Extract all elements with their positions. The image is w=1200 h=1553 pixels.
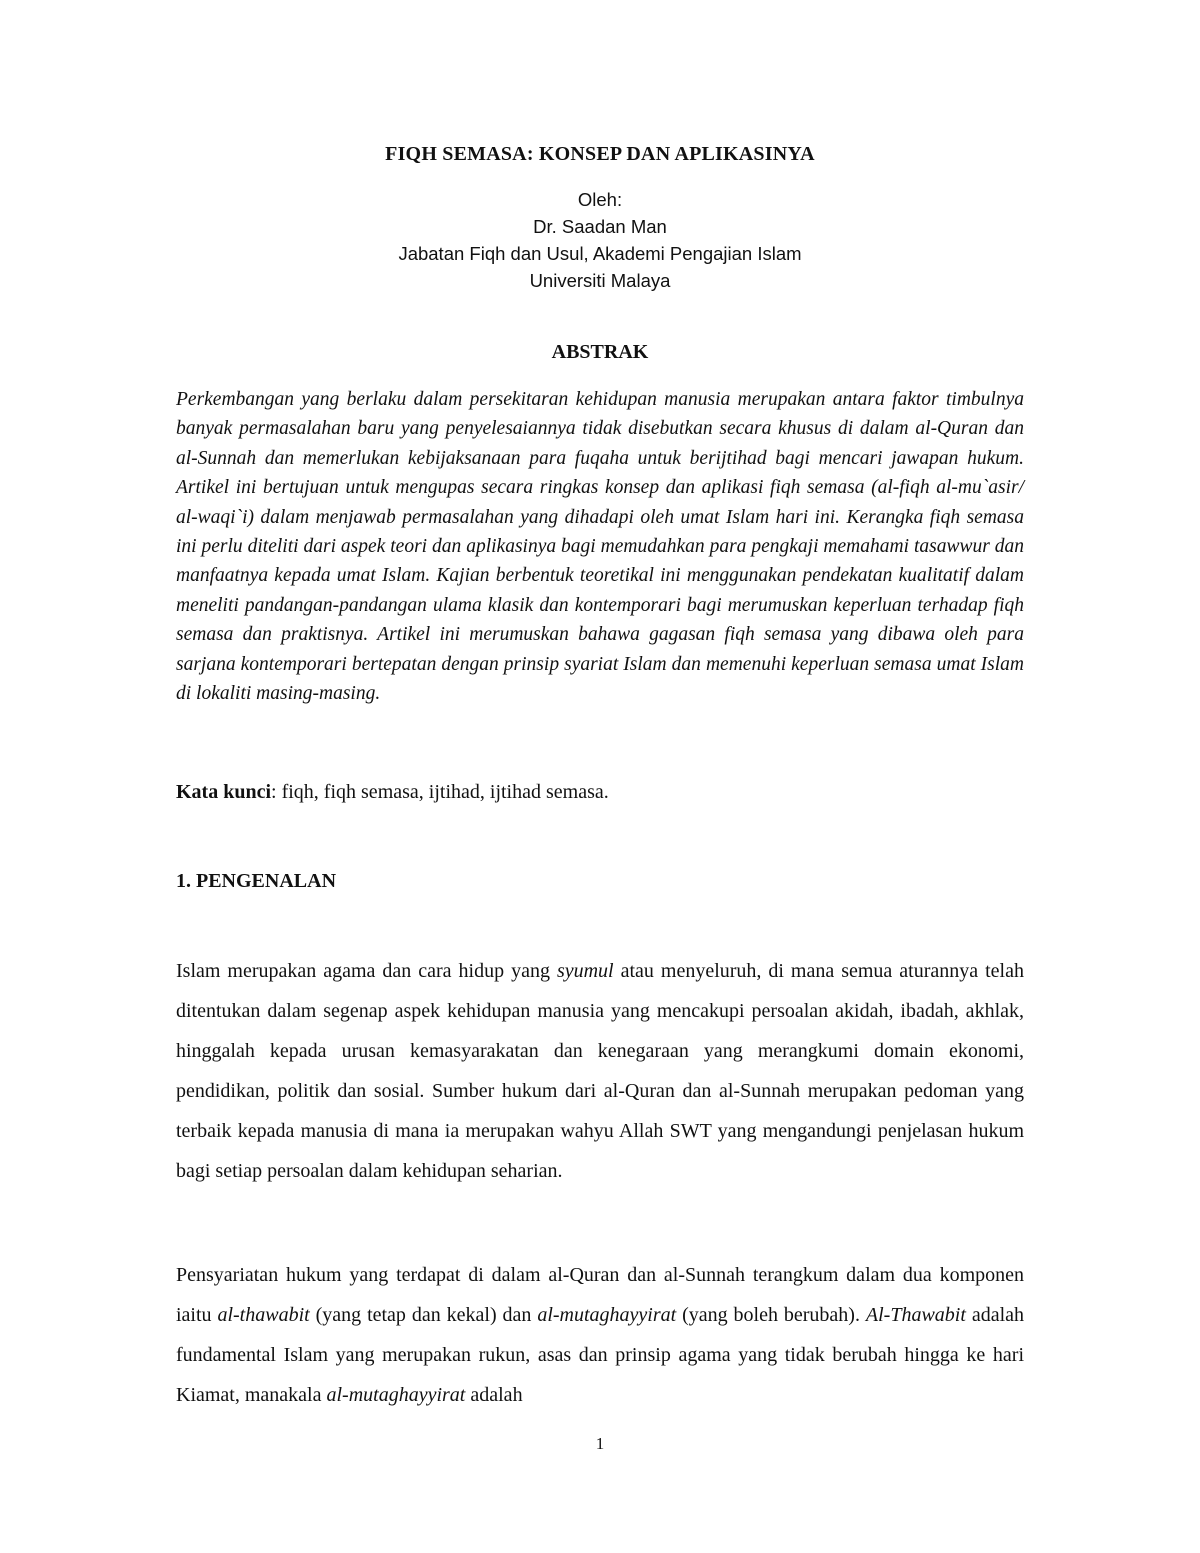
p2-text-5: adalah [465,1384,523,1406]
keywords-colon: : [271,781,277,803]
author-department: Jabatan Fiqh dan Usul, Akademi Pengajian Islam [398,243,802,264]
p2-text-3: (yang boleh berubah). [676,1304,866,1326]
author-university: Universiti Malaya [529,270,671,291]
p2-italic-1: al-thawabit [217,1304,310,1326]
section-heading-pengenalan: 1. PENGENALAN [176,870,337,892]
abstract-heading: ABSTRAK [551,341,649,363]
body-paragraph-1 [176,951,1024,1191]
p2-italic-2: al-mutaghayyirat [537,1304,677,1326]
abstract-text: Perkembangan yang berlaku dalam persekitaran kehidupan manusia merupakan antara faktor timbulnya banyak permasalahan baru yang penyelesaiannya tidak disebutkan secara khusus di dalam al-Quran dan al-Sunnah dan memerlukan kebijaksanaan para fuqaha untuk berijtihad bagi mencari jawapan hukum. Artikel ini bertujuan untuk mengupas secara ringkas konsep dan aplikasi fiqh semasa (al-fiqh al-mu`asir/ al-waqi`i) dalam menjawab permasalahan yang dihadapi oleh umat Islam hari ini. Kerangka fiqh semasa ini perlu diteliti dari aspek teori dan aplikasinya bagi memudahkan para pengkaji memahami tasawwur dan manfaatnya kepada umat Islam. Kajian berbentuk teoretikal ini menggunakan pendekatan kualitatif dalam meneliti pandangan-pandangan ulama klasik dan kontemporari bagi merumuskan keperluan terhadap fiqh semasa dan praktisnya. Artikel ini merumuskan bahawa gagasan fiqh semasa yang dibawa oleh para sarjana kontemporari bertepatan dengan prinsip syariat Islam dan memenuhi keperluan semasa umat Islam di lokaliti masing-masing. [176,389,1024,705]
byline-oleh: Oleh: [577,189,623,210]
body-paragraph-2 [176,1255,1024,1415]
p1-text-1: Islam merupakan agama dan cara hidup yang [176,960,557,982]
keywords-value: fiqh, fiqh semasa, ijtihad, ijtihad semasa. [276,781,609,803]
keywords-line [176,781,1024,804]
p2-text-4: adalah fundamental Islam yang merupakan rukun, asas dan prinsip agama yang tidak berubah hingga ke hari Kiamat, manakala [176,1304,1025,1406]
author-name: Dr. Saadan Man [533,216,667,237]
paper-title: FIQH SEMASA: KONSEP DAN APLIKASINYA [385,143,815,165]
p2-text-2: (yang tetap dan kekal) dan [309,1304,538,1326]
p1-italic-1: syumul [556,960,614,982]
p2-italic-3: Al-Thawabit [865,1304,966,1326]
p1-text-2: atau menyeluruh, di mana semua aturannya telah ditentukan dalam segenap aspek kehidupan manusia yang mencakupi persoalan akidah, ibadah, akhlak, hinggalah kepada urusan kemasyarakatan dan kenegaraan yang merangkumi domain ekonomi, pendidikan, politik dan sosial. Sumber hukum dari al-Quran dan al-Sunnah merupakan pedoman yang terbaik kepada manusia di mana ia merupakan wahyu Allah SWT yang mengandungi penjelasan hukum bagi setiap persoalan dalam kehidupan seharian. [176,960,1024,1182]
p2-text-1: Pensyariatan hukum yang terdapat di dalam al-Quran dan al-Sunnah terangkum dalam dua komponen iaitu [176,1264,1024,1326]
keywords-label: Kata kunci [176,781,272,803]
p2-italic-4: al-mutaghayyirat [326,1384,466,1406]
author-block [0,186,1200,294]
page-number: 1 [595,1434,605,1453]
